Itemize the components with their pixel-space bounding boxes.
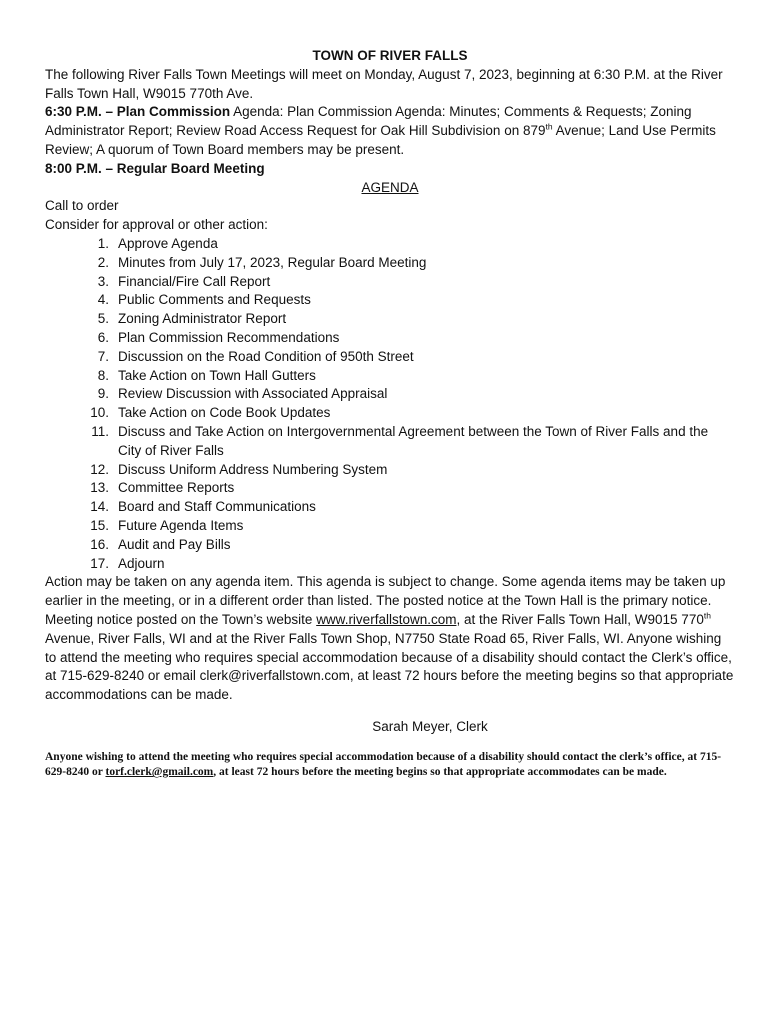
agenda-item xyxy=(45,367,735,386)
call-to-order: Call to order xyxy=(45,198,119,214)
agenda-item-number: 15. xyxy=(90,517,109,533)
accommodation-footnote: Anyone wishing to attend the meeting who requires special accommodation because of a disability should contact the clerk’s office, at 715-629-8240 or torf.clerk@gmail.com, at least 72 hours before the meeting begins so that appropriate accommodates can be made. xyxy=(45,750,722,779)
plan-commission-paragraph: 6:30 P.M. – Plan Commission Agenda: Plan Commission Agenda: Minutes; Comments & Requests; Zoning Administrator Report; Review Road Access Request for Oak Hill Subdivision on 879th Avenue; Land Use Permits Review; A quorum of Town Board members may be present. xyxy=(45,104,716,157)
agenda-item-number: 12. xyxy=(90,461,109,477)
agenda-item-number: 17. xyxy=(90,555,109,571)
agenda-document xyxy=(45,47,735,781)
agenda-item-text: Audit and Pay Bills xyxy=(118,536,231,552)
agenda-item-number: 3. xyxy=(97,273,109,289)
agenda-item xyxy=(45,310,735,329)
agenda-item-text: Plan Commission Recommendations xyxy=(118,329,340,345)
agenda-item-text: Minutes from July 17, 2023, Regular Board Meeting xyxy=(118,254,427,270)
document-title: TOWN OF RIVER FALLS xyxy=(312,48,468,63)
agenda-item xyxy=(45,235,735,254)
agenda-item-text: Discussion on the Road Condition of 950th Street xyxy=(118,348,414,364)
agenda-item-number: 1. xyxy=(97,235,109,251)
agenda-item-text: Take Action on Town Hall Gutters xyxy=(118,367,316,383)
agenda-item-text: Review Discussion with Associated Appraisal xyxy=(118,386,388,402)
agenda-item-text: Approve Agenda xyxy=(118,235,218,251)
agenda-item-number: 8. xyxy=(97,367,109,383)
agenda-item xyxy=(45,329,735,348)
clerk-signature: Sarah Meyer, Clerk xyxy=(372,718,488,734)
agenda-item xyxy=(45,498,735,517)
agenda-item-number: 11. xyxy=(91,423,109,439)
agenda-item-number: 14. xyxy=(90,499,109,515)
agenda-item-text: Future Agenda Items xyxy=(118,517,244,533)
board-meeting-heading: 8:00 P.M. – Regular Board Meeting xyxy=(45,160,265,176)
agenda-item xyxy=(45,536,735,555)
closing-paragraph: Action may be taken on any agenda item. This agenda is subject to change. Some agenda items may be taken up earlier in the meeting, or in a different order than listed. The posted notice at the Town Hall is the primary notice. Meeting notice posted on the Town’s website www.riverfallstown.com, at the River Falls Town Hall, W9015 770th Avenue, River Falls, WI and at the River Falls Town Shop, N7750 State Road 65, River Falls, WI. Anyone wishing to attend the meeting who requires special accommodation because of a disability should contact the Clerk’s office, at 715-629-8240 or email clerk@riverfallstown.com, at least 72 hours before the meeting begins so that appropriate accommodations can be made. xyxy=(45,574,734,703)
agenda-item-text: Zoning Administrator Report xyxy=(118,311,287,327)
agenda-heading: AGENDA xyxy=(361,179,419,195)
agenda-item-text: Adjourn xyxy=(118,555,165,571)
agenda-item-number: 7. xyxy=(97,348,109,364)
agenda-item xyxy=(45,423,735,461)
agenda-item-text: Board and Staff Communications xyxy=(118,499,316,515)
agenda-item-number: 10. xyxy=(90,405,109,421)
agenda-item-text: Discuss Uniform Address Numbering System xyxy=(118,461,388,477)
agenda-item-text: Discuss and Take Action on Intergovernmental Agreement between the Town of River Falls and the City of River Falls xyxy=(118,423,709,458)
agenda-item-text: Take Action on Code Book Updates xyxy=(118,405,331,421)
website-link[interactable]: www.riverfallstown.com xyxy=(316,611,457,627)
consider-line: Consider for approval or other action: xyxy=(45,217,268,233)
plan-commission-time: 6:30 P.M. – Plan Commission xyxy=(45,104,231,120)
agenda-item xyxy=(45,291,735,310)
agenda-item-text: Financial/Fire Call Report xyxy=(118,273,271,289)
agenda-item-number: 16. xyxy=(90,536,109,552)
agenda-item-text: Committee Reports xyxy=(118,480,235,496)
agenda-item xyxy=(45,348,735,367)
agenda-item xyxy=(45,461,735,480)
agenda-item xyxy=(45,273,735,292)
agenda-item xyxy=(45,385,735,404)
agenda-item-number: 13. xyxy=(90,480,109,496)
agenda-item-number: 2. xyxy=(97,254,109,270)
agenda-item xyxy=(45,517,735,536)
clerk-email-link[interactable]: torf.clerk@gmail.com xyxy=(105,766,214,779)
agenda-item-text: Public Comments and Requests xyxy=(118,292,311,308)
agenda-item xyxy=(45,404,735,423)
agenda-item xyxy=(45,254,735,273)
intro-paragraph: The following River Falls Town Meetings will meet on Monday, August 7, 2023, beginning at 6:30 P.M. at the River Falls Town Hall, W9015 770th Ave. xyxy=(45,66,723,101)
agenda-item xyxy=(45,555,735,574)
agenda-item-number: 5. xyxy=(97,311,109,327)
agenda-item-number: 9. xyxy=(97,386,109,402)
agenda-item-number: 6. xyxy=(97,329,109,345)
agenda-item xyxy=(45,479,735,498)
agenda-list xyxy=(45,235,735,573)
agenda-item-number: 4. xyxy=(97,292,109,308)
